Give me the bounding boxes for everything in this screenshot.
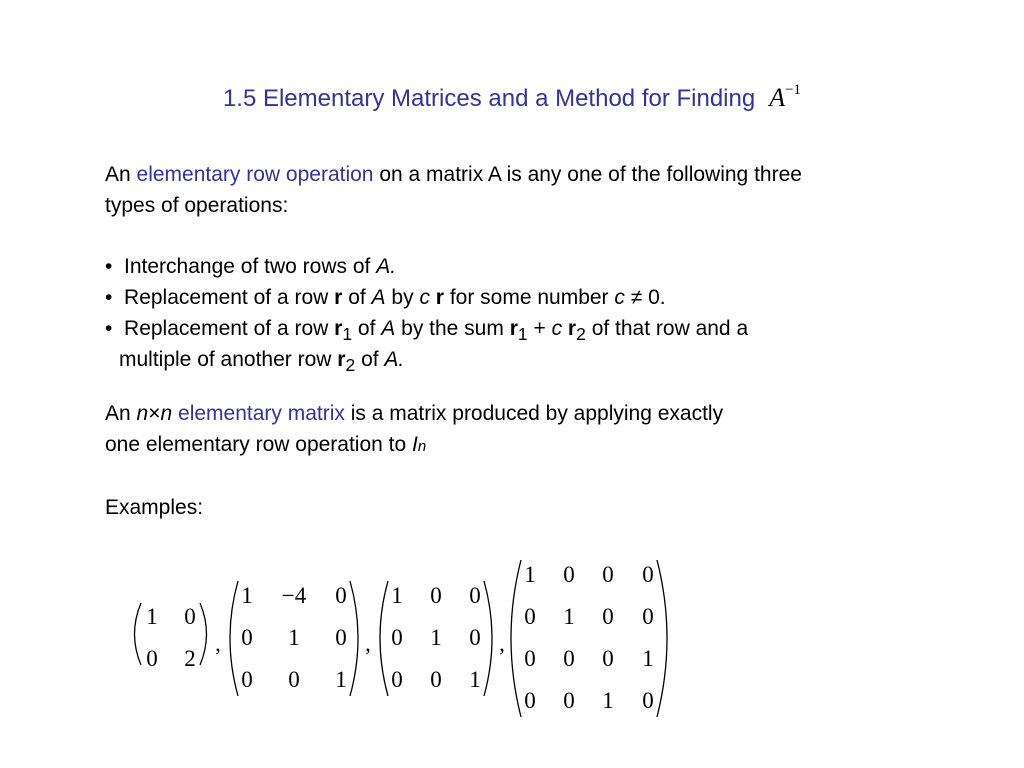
m3-separator: ,: [499, 631, 505, 656]
m2-entry: 0: [288, 667, 300, 692]
m1-right-paren: [200, 603, 207, 665]
def-n2: n: [160, 402, 173, 425]
m4-entry: 0: [563, 646, 575, 671]
m4-entry: 1: [642, 646, 654, 671]
title-text: 1.5 Elementary Matrices and a Method for Finding: [222, 85, 756, 112]
m4-entry: 0: [563, 562, 575, 587]
bullet-3-r2b: r: [337, 348, 346, 371]
m2-entry: −4: [281, 583, 307, 608]
m3-entry: 0: [391, 625, 403, 650]
m4-entry: 1: [563, 604, 575, 629]
bullet-3-t4: of that row and a: [591, 317, 749, 340]
m2-entry: 0: [335, 625, 347, 650]
bullet-3-l2: multiple of another row: [119, 348, 332, 371]
bullet-2-a: A: [371, 286, 386, 309]
m2-separator: ,: [365, 631, 371, 656]
m3-entry: 0: [391, 667, 403, 692]
bullet-3-r2: r: [567, 317, 577, 340]
m4-entry: 0: [524, 688, 536, 713]
bullet-3-a: A: [381, 317, 396, 340]
m2-entry: 0: [241, 625, 253, 650]
bullet-2-t3: by: [391, 286, 414, 309]
bullet-2-t4: for some number: [449, 286, 609, 309]
m2-entry: 0: [335, 583, 347, 608]
m1-left-paren: [135, 603, 142, 665]
bullet-3-t3: by the sum: [401, 317, 504, 340]
m1-entry: 0: [146, 646, 158, 671]
m2-entry: 1: [288, 625, 300, 650]
bullet-3-plus: +: [533, 317, 546, 340]
m4-entry: 0: [524, 646, 536, 671]
matrix-entries: [146, 562, 654, 713]
bullet-2-c: c: [419, 286, 430, 309]
m2-entry: 0: [241, 667, 253, 692]
m4-entry: 0: [524, 604, 536, 629]
bullet-2: • Replacement of a row r of A by c r for some number c ≠ 0.: [105, 286, 666, 309]
m2-entry: 1: [335, 667, 347, 692]
m4-entry: 0: [602, 604, 614, 629]
m3-entry: 0: [469, 583, 481, 608]
m3-entry: 1: [430, 625, 442, 650]
bullet-2-t5: ≠ 0.: [630, 286, 666, 309]
m4-entry: 0: [602, 646, 614, 671]
m3-entry: 0: [430, 583, 442, 608]
m1-entry: 0: [184, 604, 196, 629]
m2-entry: 1: [241, 583, 253, 608]
bullet-3-s1: 1: [342, 324, 353, 345]
m3-entry: 0: [469, 625, 481, 650]
m3-left-paren: [380, 581, 388, 696]
m4-entry: 0: [642, 688, 654, 713]
m4-entry: 0: [602, 562, 614, 587]
m4-entry: 0: [563, 688, 575, 713]
bullet-3-t1: Replacement of a row: [124, 317, 329, 340]
m3-entry: 0: [430, 667, 442, 692]
intro-line-2: types of operations:: [105, 194, 289, 217]
bullet-1-a: A.: [376, 255, 397, 278]
bullet-3-r1b: r: [509, 317, 518, 340]
m2-right-paren: [350, 581, 358, 696]
m1-separator: ,: [215, 631, 221, 656]
term-elementary-matrix: elementary matrix: [178, 402, 345, 425]
bullet-3: • Replacement of a row $r_1$ of A by the sum $r_1 + c$ $r_2$ of that row and a: [105, 317, 749, 345]
def-line2-text: one elementary row operation to: [105, 433, 407, 456]
bullet-2-r2: r: [435, 286, 444, 309]
bullet-3-s1b: 1: [517, 324, 528, 345]
inverse-base: A: [769, 83, 786, 112]
term-elementary-row-operation: elementary row operation: [136, 163, 374, 186]
m4-entry: 1: [602, 688, 614, 713]
m3-entry: 1: [469, 667, 481, 692]
def-times: ×: [148, 402, 161, 425]
intro-prefix: An: [105, 163, 131, 186]
bullet-3-c: c: [551, 317, 563, 340]
def-n1: n: [136, 402, 149, 425]
m3-entry: 1: [391, 583, 403, 608]
m4-right-paren: [657, 560, 667, 717]
inverse-exponent: −1: [785, 82, 802, 98]
m4-left-paren: [511, 560, 521, 717]
def-prefix: An: [105, 402, 131, 425]
examples-label: Examples:: [105, 496, 204, 519]
bullet-3-t2: of: [357, 317, 376, 340]
bullet-3-s2: 2: [576, 324, 586, 345]
intro-suffix: on a matrix A is any one of the following three: [379, 163, 802, 186]
m3-right-paren: [484, 581, 492, 696]
bullet-2-t2: of: [348, 286, 366, 309]
bullet-1-text: Interchange of two rows of: [124, 255, 371, 278]
def-suffix: is a matrix produced by applying exactly: [350, 402, 724, 425]
bullet-2-c2: c: [614, 286, 625, 309]
bullet-1: • Interchange of two rows of A.: [105, 255, 397, 278]
bullet-3-t5: of: [361, 348, 379, 371]
m4-entry: 0: [642, 604, 654, 629]
bullet-2-r: r: [334, 286, 343, 309]
m1-entry: 2: [184, 646, 196, 671]
bullet-3-s2b: 2: [345, 355, 356, 376]
m2-left-paren: [230, 581, 238, 696]
bullet-3-r1: r: [334, 317, 343, 340]
def-sub: n: [417, 438, 427, 455]
bullet-2-t1: Replacement of a row: [124, 286, 329, 309]
m1-entry: 1: [146, 604, 158, 629]
m4-entry: 1: [524, 562, 536, 587]
bullet-3-a2: A.: [384, 348, 405, 371]
def-I: I: [412, 433, 418, 456]
m4-entry: 0: [642, 562, 654, 587]
